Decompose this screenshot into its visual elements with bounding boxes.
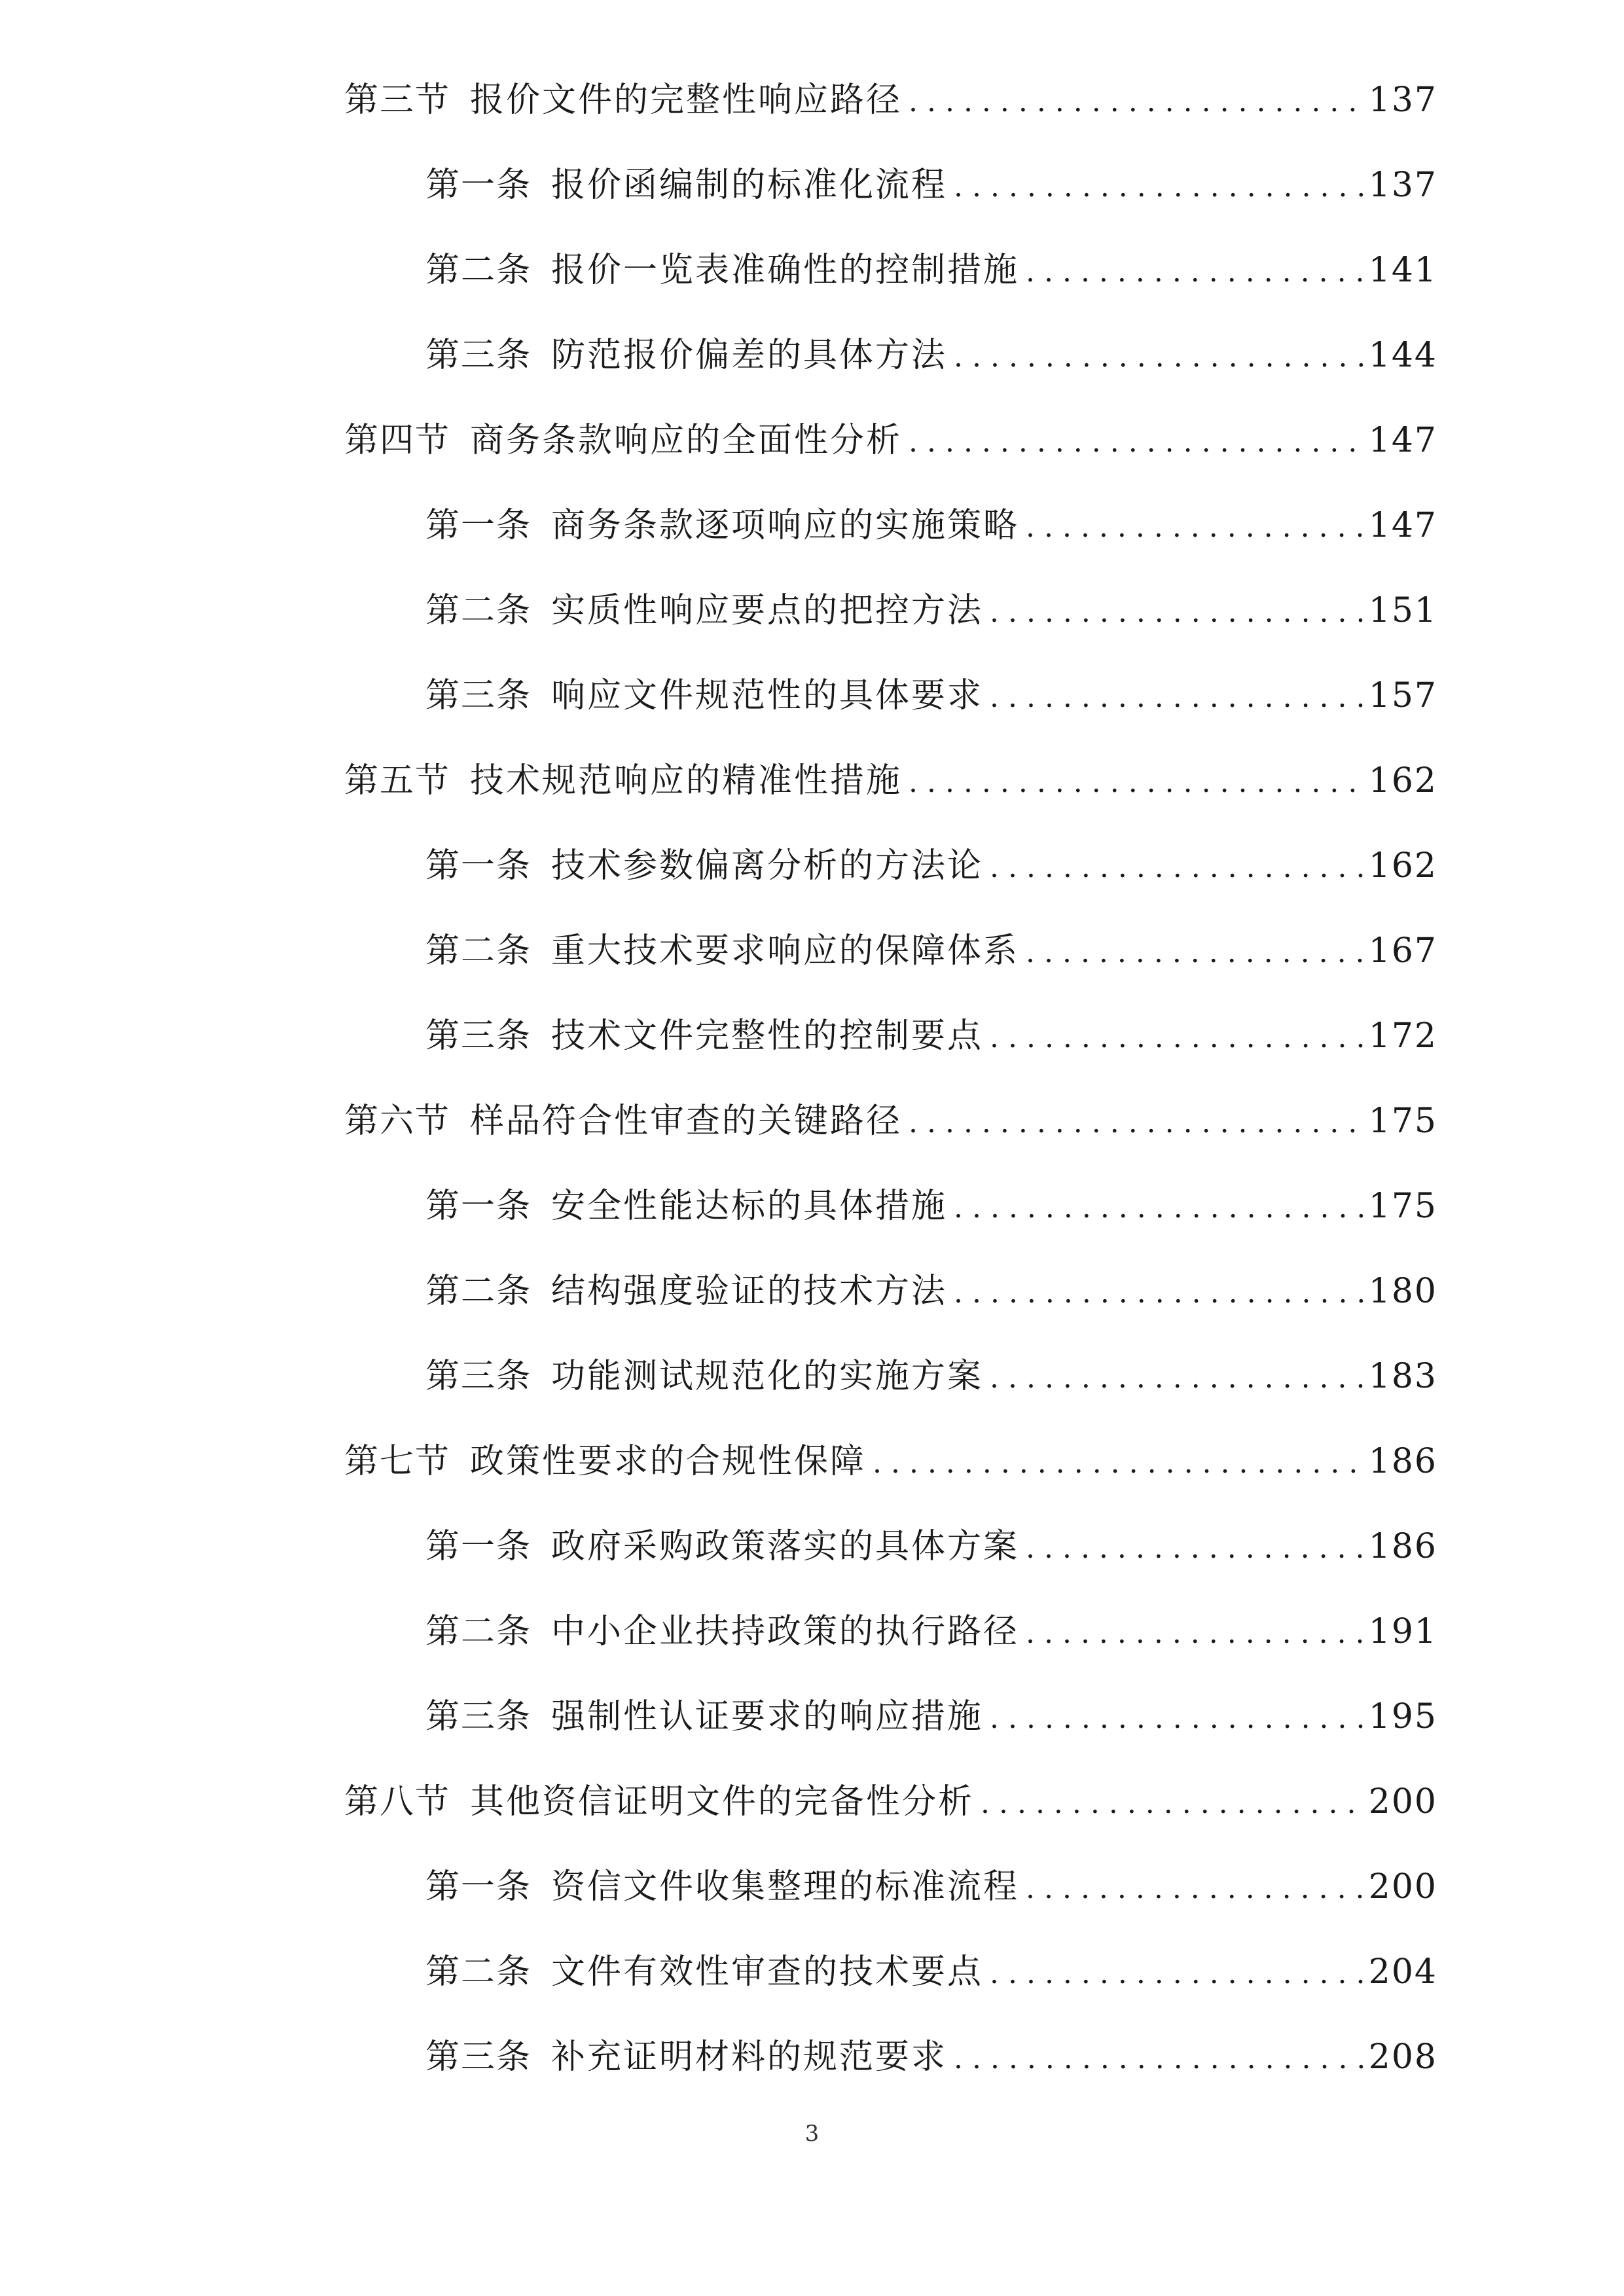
toc-entry-number: 第二条 bbox=[425, 1272, 532, 1311]
toc-entry-title: 技术规范响应的精准性措施 bbox=[470, 761, 903, 800]
toc-entry-number: 第六节 bbox=[344, 1102, 451, 1141]
toc-leader-dots bbox=[909, 79, 1363, 125]
toc-entry-title: 商务条款响应的全面性分析 bbox=[470, 421, 903, 460]
toc-article-entry[interactable] bbox=[344, 928, 1437, 1013]
toc-entry-number: 第三条 bbox=[425, 1697, 532, 1736]
toc-entry-number: 第三条 bbox=[425, 336, 532, 375]
toc-entry-title: 报价文件的完整性响应路径 bbox=[470, 81, 903, 120]
toc-leader-dots bbox=[990, 845, 1363, 891]
toc-entry-page: 200 bbox=[1368, 1782, 1437, 1821]
toc-entry-number: 第一条 bbox=[425, 846, 532, 886]
toc-entry-title: 功能测试规范化的实施方案 bbox=[551, 1357, 984, 1396]
toc-entry-title: 资信文件收集整理的标准流程 bbox=[551, 1867, 1020, 1907]
toc-entry-title: 技术参数偏离分析的方法论 bbox=[551, 846, 984, 886]
toc-leader-dots bbox=[1026, 930, 1363, 976]
toc-article-entry[interactable] bbox=[344, 332, 1437, 418]
page-number: 3 bbox=[804, 2121, 820, 2147]
toc-article-entry[interactable] bbox=[344, 1949, 1437, 2034]
toc-entry-title: 文件有效性审查的技术要点 bbox=[551, 1952, 984, 1992]
toc-entry-number: 第五节 bbox=[344, 761, 451, 800]
toc-article-entry[interactable] bbox=[344, 1183, 1437, 1268]
toc-entry-title: 技术文件完整性的控制要点 bbox=[551, 1016, 984, 1056]
toc-entry-number: 第二条 bbox=[425, 1952, 532, 1992]
toc-article-entry[interactable] bbox=[344, 1013, 1437, 1098]
toc-article-entry[interactable] bbox=[344, 673, 1437, 758]
toc-entry-title: 政府采购政策落实的具体方案 bbox=[551, 1527, 1020, 1566]
toc-entry-page: 204 bbox=[1368, 1952, 1437, 1992]
toc-entry-title: 强制性认证要求的响应措施 bbox=[551, 1697, 984, 1736]
toc-entry-page: 151 bbox=[1368, 591, 1437, 630]
toc-article-entry[interactable] bbox=[344, 1268, 1437, 1354]
toc-entry-page: 195 bbox=[1368, 1697, 1437, 1736]
toc-section-entry[interactable] bbox=[344, 77, 1437, 162]
toc-entry-number: 第四节 bbox=[344, 421, 451, 460]
toc-leader-dots bbox=[954, 1185, 1363, 1231]
toc-entry-number: 第一条 bbox=[425, 1867, 532, 1907]
toc-leader-dots bbox=[1026, 1866, 1363, 1912]
toc-article-entry[interactable] bbox=[344, 1354, 1437, 1439]
toc-entry-title: 响应文件规范性的具体要求 bbox=[551, 676, 984, 715]
toc-entry-page: 162 bbox=[1368, 761, 1437, 800]
toc-entry-title: 防范报价偏差的具体方法 bbox=[551, 336, 948, 375]
toc-article-entry[interactable] bbox=[344, 1524, 1437, 1609]
toc-leader-dots bbox=[954, 2036, 1363, 2082]
toc-leader-dots bbox=[909, 420, 1363, 465]
toc-entry-page: 141 bbox=[1368, 251, 1437, 290]
toc-entry-number: 第三条 bbox=[425, 1016, 532, 1056]
toc-entry-page: 157 bbox=[1368, 676, 1437, 715]
toc-entry-page: 167 bbox=[1368, 931, 1437, 971]
toc-entry-page: 162 bbox=[1368, 846, 1437, 886]
toc-leader-dots bbox=[990, 1696, 1363, 1742]
toc-entry-number: 第二条 bbox=[425, 251, 532, 290]
toc-leader-dots bbox=[1026, 249, 1363, 295]
toc-entry-title: 补充证明材料的规范要求 bbox=[551, 2037, 948, 2077]
toc-entry-title: 报价函编制的标准化流程 bbox=[551, 166, 948, 205]
toc-leader-dots bbox=[954, 334, 1363, 380]
toc-entry-page: 172 bbox=[1368, 1016, 1437, 1056]
toc-entry-number: 第二条 bbox=[425, 591, 532, 630]
toc-article-entry[interactable] bbox=[344, 247, 1437, 332]
toc-entry-page: 186 bbox=[1368, 1442, 1437, 1481]
toc-entry-number: 第八节 bbox=[344, 1782, 451, 1821]
toc-leader-dots bbox=[909, 760, 1363, 806]
toc-entry-title: 安全性能达标的具体措施 bbox=[551, 1187, 948, 1226]
toc-article-entry[interactable] bbox=[344, 503, 1437, 588]
toc-entry-page: 183 bbox=[1368, 1357, 1437, 1396]
toc-leader-dots bbox=[990, 590, 1363, 636]
toc-article-entry[interactable] bbox=[344, 1609, 1437, 1694]
toc-entry-number: 第一条 bbox=[425, 1187, 532, 1226]
toc-entry-number: 第三条 bbox=[425, 2037, 532, 2077]
toc-entry-page: 144 bbox=[1368, 336, 1437, 375]
toc-entry-number: 第三节 bbox=[344, 81, 451, 120]
toc-entry-number: 第三条 bbox=[425, 1357, 532, 1396]
toc-section-entry[interactable] bbox=[344, 1098, 1437, 1183]
toc-section-entry[interactable] bbox=[344, 1779, 1437, 1864]
toc-article-entry[interactable] bbox=[344, 2034, 1437, 2119]
toc-article-entry[interactable] bbox=[344, 1864, 1437, 1949]
toc-entry-number: 第三条 bbox=[425, 676, 532, 715]
toc-leader-dots bbox=[1026, 505, 1363, 550]
toc-entry-number: 第七节 bbox=[344, 1442, 451, 1481]
toc-article-entry[interactable] bbox=[344, 162, 1437, 247]
toc-entry-title: 结构强度验证的技术方法 bbox=[551, 1272, 948, 1311]
toc-section-entry[interactable] bbox=[344, 418, 1437, 503]
table-of-contents bbox=[344, 77, 1437, 2119]
toc-entry-page: 208 bbox=[1368, 2037, 1437, 2077]
toc-leader-dots bbox=[981, 1781, 1363, 1827]
toc-entry-title: 重大技术要求响应的保障体系 bbox=[551, 931, 1020, 971]
toc-entry-page: 175 bbox=[1368, 1187, 1437, 1226]
toc-entry-page: 200 bbox=[1368, 1867, 1437, 1907]
toc-leader-dots bbox=[873, 1441, 1363, 1486]
toc-leader-dots bbox=[990, 1951, 1363, 1997]
toc-leader-dots bbox=[1026, 1526, 1363, 1571]
toc-leader-dots bbox=[1026, 1611, 1363, 1657]
toc-leader-dots bbox=[909, 1100, 1363, 1146]
toc-article-entry[interactable] bbox=[344, 843, 1437, 928]
toc-leader-dots bbox=[990, 675, 1363, 721]
toc-entry-title: 样品符合性审查的关键路径 bbox=[470, 1102, 903, 1141]
toc-entry-page: 137 bbox=[1368, 81, 1437, 120]
toc-section-entry[interactable] bbox=[344, 1439, 1437, 1524]
toc-leader-dots bbox=[990, 1355, 1363, 1401]
toc-section-entry[interactable] bbox=[344, 758, 1437, 843]
toc-entry-title: 中小企业扶持政策的执行路径 bbox=[551, 1612, 1020, 1651]
toc-entry-page: 180 bbox=[1368, 1272, 1437, 1311]
toc-entry-page: 147 bbox=[1368, 506, 1437, 545]
toc-entry-number: 第一条 bbox=[425, 506, 532, 545]
toc-entry-page: 175 bbox=[1368, 1102, 1437, 1141]
toc-entry-title: 实质性响应要点的把控方法 bbox=[551, 591, 984, 630]
toc-entry-page: 137 bbox=[1368, 166, 1437, 205]
toc-entry-number: 第一条 bbox=[425, 1527, 532, 1566]
toc-entry-number: 第一条 bbox=[425, 166, 532, 205]
toc-entry-title: 其他资信证明文件的完备性分析 bbox=[470, 1782, 975, 1821]
toc-entry-page: 147 bbox=[1368, 421, 1437, 460]
toc-entry-title: 商务条款逐项响应的实施策略 bbox=[551, 506, 1020, 545]
toc-article-entry[interactable] bbox=[344, 1694, 1437, 1779]
toc-entry-title: 政策性要求的合规性保障 bbox=[470, 1442, 867, 1481]
toc-entry-page: 191 bbox=[1368, 1612, 1437, 1651]
toc-entry-number: 第二条 bbox=[425, 931, 532, 971]
toc-leader-dots bbox=[954, 1270, 1363, 1316]
toc-entry-title: 报价一览表准确性的控制措施 bbox=[551, 251, 1020, 290]
toc-leader-dots bbox=[954, 164, 1363, 210]
toc-entry-number: 第二条 bbox=[425, 1612, 532, 1651]
toc-entry-page: 186 bbox=[1368, 1527, 1437, 1566]
toc-article-entry[interactable] bbox=[344, 588, 1437, 673]
toc-leader-dots bbox=[990, 1015, 1363, 1061]
